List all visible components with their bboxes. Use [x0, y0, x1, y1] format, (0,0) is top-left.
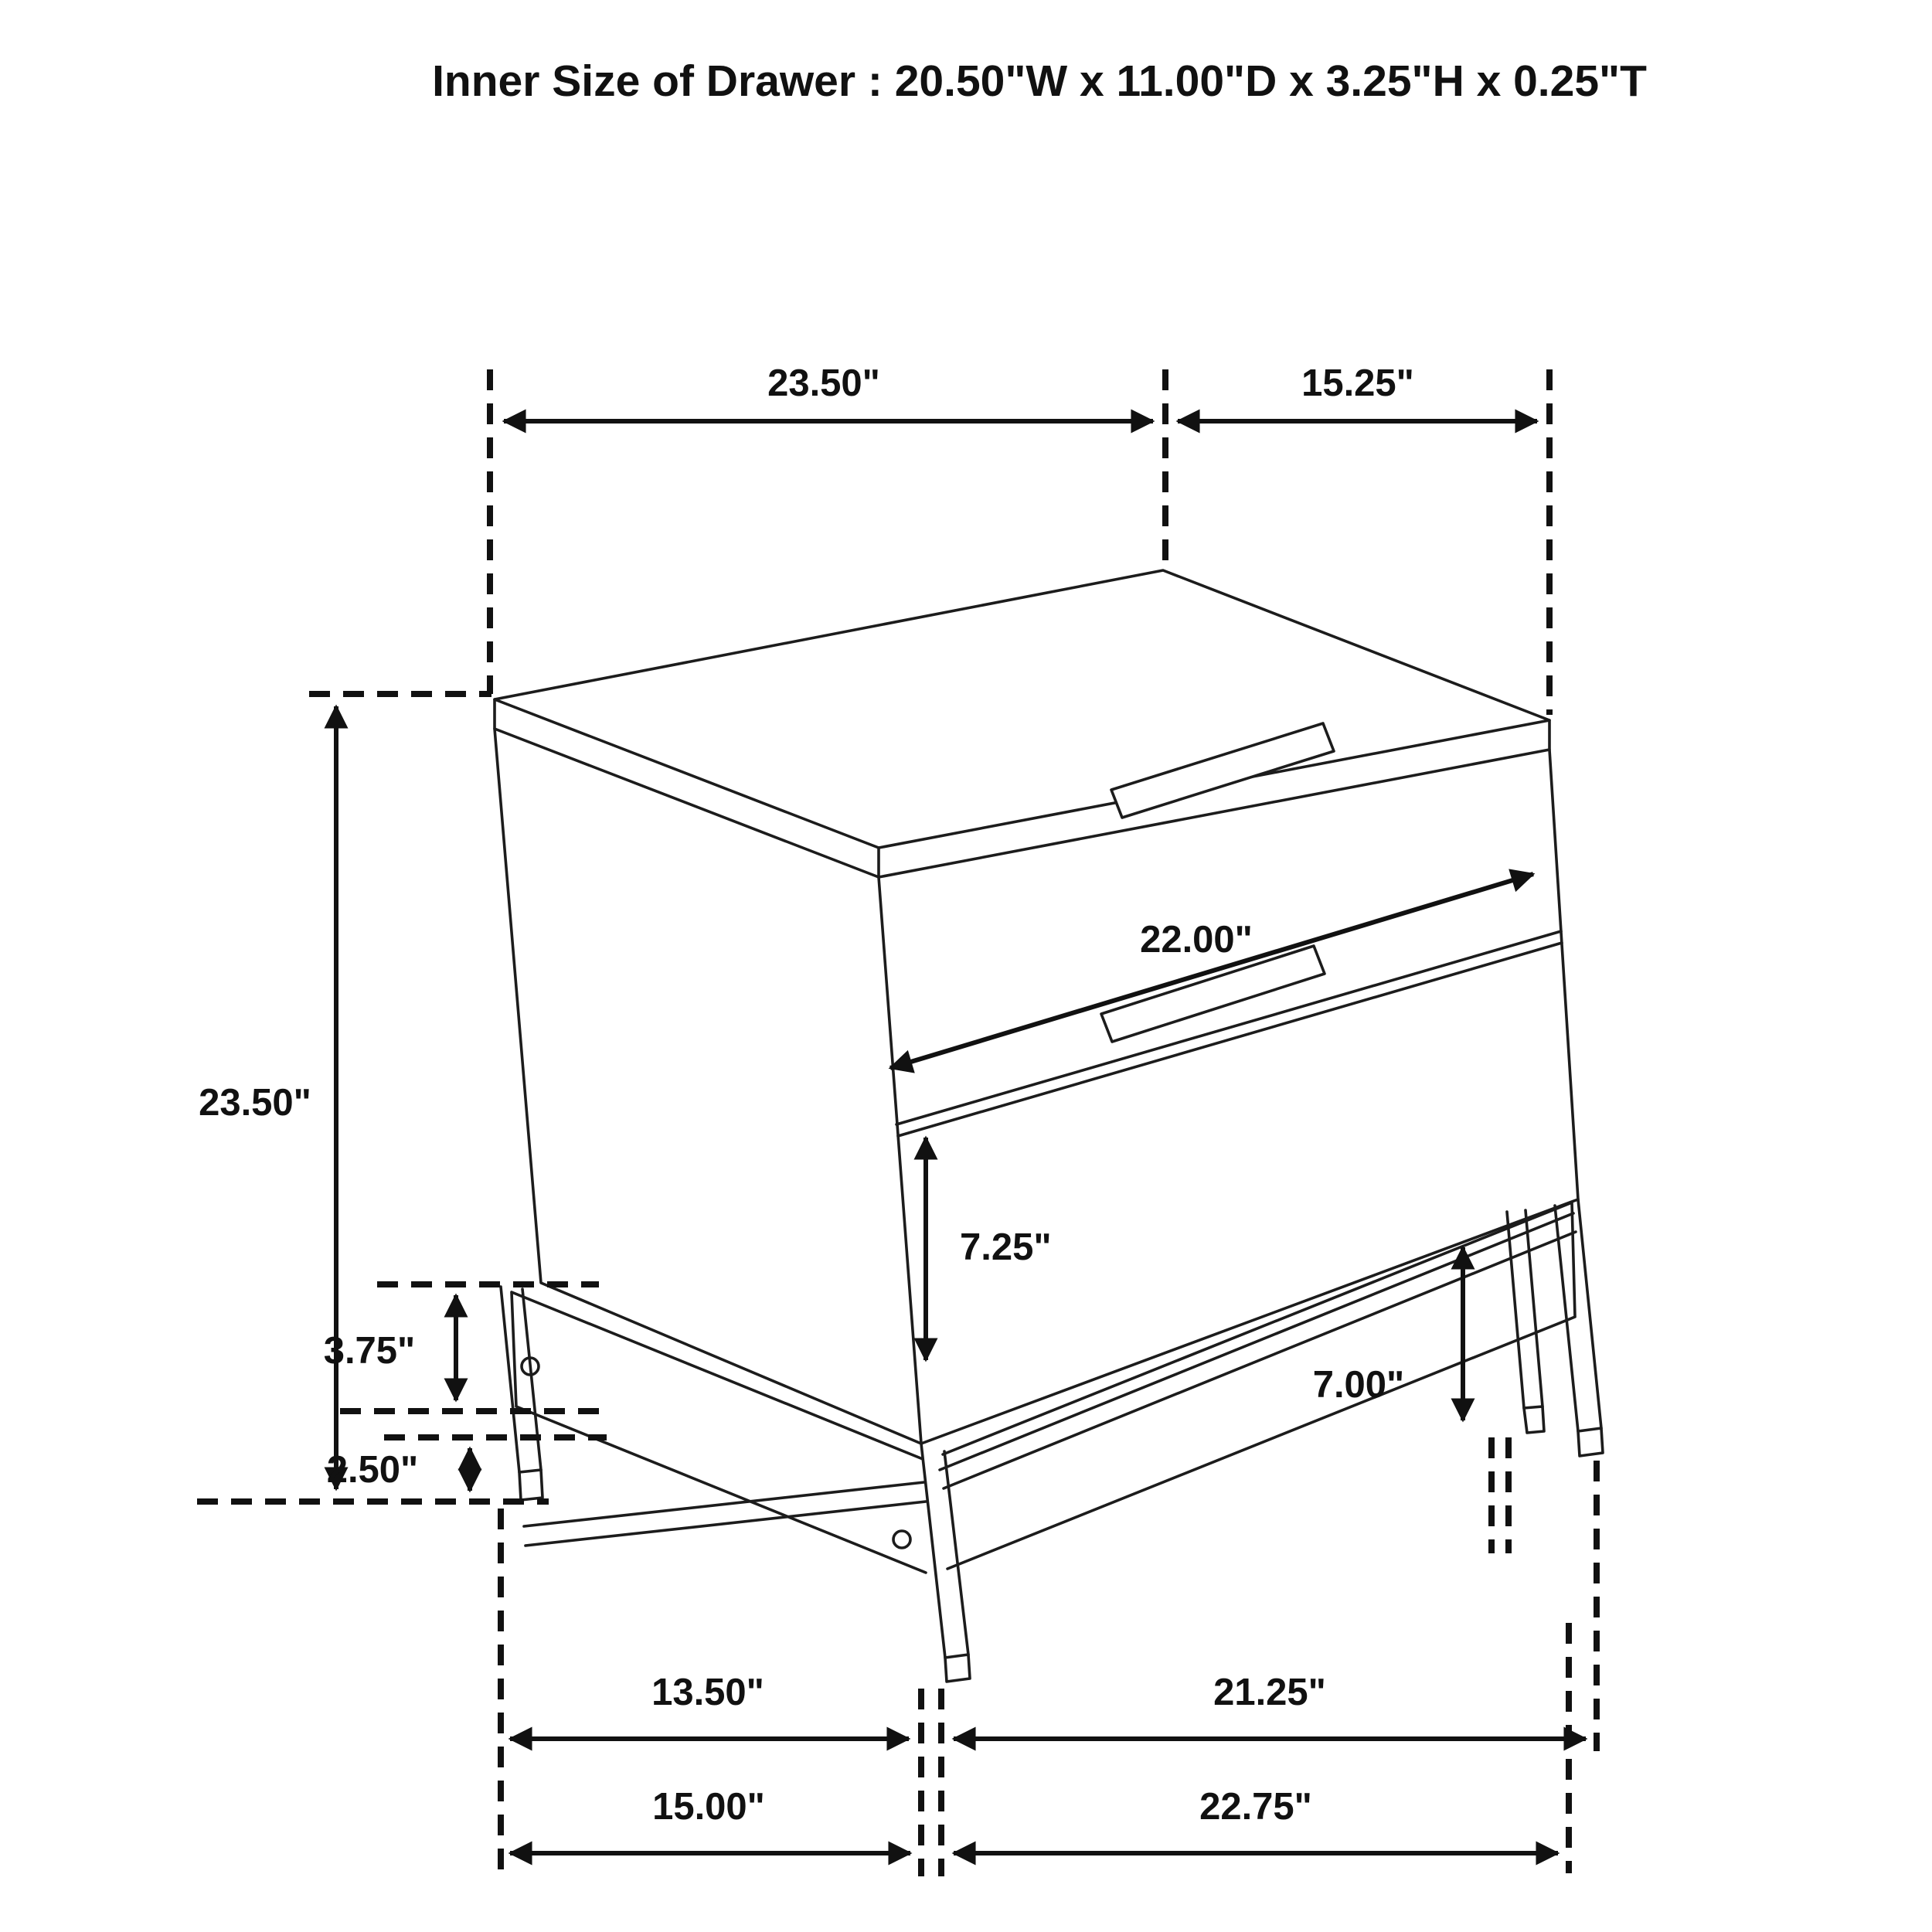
dimension-labels	[199, 362, 1414, 1828]
drawer-face	[921, 750, 1578, 1444]
dim-label-drawer-front-width: 22.00"	[1140, 919, 1253, 961]
base-left-beam	[512, 1292, 926, 1573]
front-leg	[921, 1444, 968, 1658]
left-back-leg	[501, 1287, 541, 1472]
dim-label-overall-height: 23.50"	[199, 1082, 311, 1124]
dim-label-leg-clearance: 2.50"	[326, 1449, 419, 1491]
dim-label-foot-span-left: 15.00"	[652, 1786, 765, 1828]
dim-label-top-depth: 15.25"	[1301, 362, 1414, 404]
dim-label-top-width: 23.50"	[767, 362, 880, 404]
left-back-leg-foot	[519, 1470, 543, 1500]
front-leg-foot	[945, 1655, 970, 1682]
dim-label-base-span-front-right: 21.25"	[1213, 1672, 1326, 1713]
right-leg-inner-foot	[1524, 1406, 1544, 1433]
right-leg-outer	[1555, 1199, 1601, 1431]
dim-label-base-height: 7.00"	[1312, 1364, 1405, 1406]
right-leg-inner	[1507, 1210, 1543, 1408]
nightstand-drawing	[495, 570, 1603, 1682]
dim-label-base-span-front-left: 13.50"	[651, 1672, 764, 1713]
diagram-title: Inner Size of Drawer : 20.50"W x 11.00"D x 3.25"H x 0.25"T	[432, 56, 1647, 106]
tabletop-face	[495, 570, 1549, 848]
dim-label-lower-drawer-height: 7.25"	[960, 1226, 1052, 1268]
right-leg-outer-foot	[1578, 1428, 1603, 1456]
dim-label-foot-span-right: 22.75"	[1199, 1786, 1312, 1828]
dim-label-base-rail-height: 3.75"	[323, 1330, 416, 1372]
arrow-drawer-front-width	[890, 874, 1533, 1068]
screw-hole-front-beam	[893, 1531, 910, 1548]
